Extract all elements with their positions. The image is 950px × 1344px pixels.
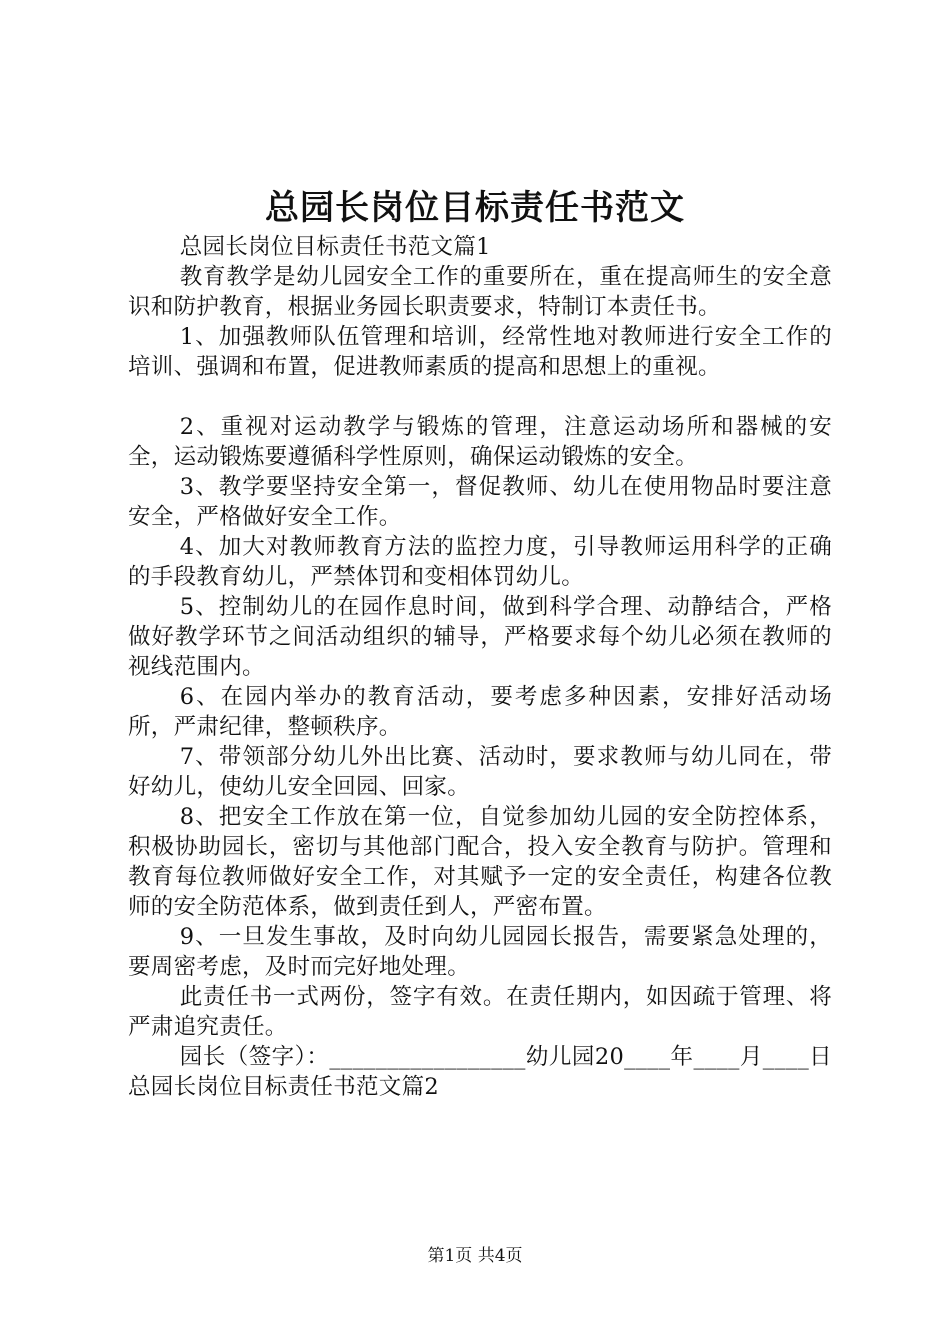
clause-3: 3、教学要坚持安全第一，督促教师、幼儿在使用物品时要注意安全，严格做好安全工作。	[128, 474, 832, 530]
section-heading: 总园长岗位目标责任书范文篇1	[179, 234, 491, 260]
clause-7: 7、带领部分幼儿外出比赛、活动时，要求教师与幼儿同在，带好幼儿，使幼儿安全回园、回家。	[128, 744, 832, 800]
closing-paragraph: 此责任书一式两份，签字有效。在责任期内，如因疏于管理、将严肃追究责任。	[128, 984, 832, 1040]
document-title: 总园长岗位目标责任书范文	[265, 188, 685, 228]
clause-9: 9、一旦发生事故，及时向幼儿园园长报告，需要紧急处理的，要周密考虑，及时而完好地处理。	[128, 924, 832, 980]
clause-8: 8、把安全工作放在第一位，自觉参加幼儿园的安全防控体系，积极协助园长，密切与其他部门配合，投入安全教育与防护。管理和教育每位教师做好安全工作，对其赋予一定的安全责任，构建各位教师的安全防范体系，做到责任到人，严密布置。	[128, 804, 832, 920]
clause-6: 6、在园内举办的教育活动，要考虑多种因素，安排好活动场所，严肃纪律，整顿秩序。	[128, 684, 832, 740]
clause-1: 1、加强教师队伍管理和培训，经常性地对教师进行安全工作的培训、强调和布置，促进教师素质的提高和思想上的重视。	[128, 324, 832, 380]
signature-line: 园长（签字）：_________________幼儿园20____年____月____日总园长岗位目标责任书范文篇2	[128, 1044, 832, 1100]
page-footer: 第1页 共4页	[427, 1246, 523, 1266]
document-body	[128, 232, 832, 1102]
clause-2: 2、重视对运动教学与锻炼的管理，注意运动场所和器械的安全，运动锻炼要遵循科学性原则，确保运动锻炼的安全。	[128, 414, 832, 470]
clause-5: 5、控制幼儿的在园作息时间，做到科学合理、动静结合，严格做好教学环节之间活动组织的辅导，严格要求每个幼儿必须在教师的视线范围内。	[128, 594, 832, 680]
intro-paragraph: 教育教学是幼儿园安全工作的重要所在，重在提高师生的安全意识和防护教育，根据业务园长职责要求，特制订本责任书。	[128, 264, 832, 320]
clause-4: 4、加大对教师教育方法的监控力度，引导教师运用科学的正确的手段教育幼儿，严禁体罚和变相体罚幼儿。	[128, 534, 832, 590]
